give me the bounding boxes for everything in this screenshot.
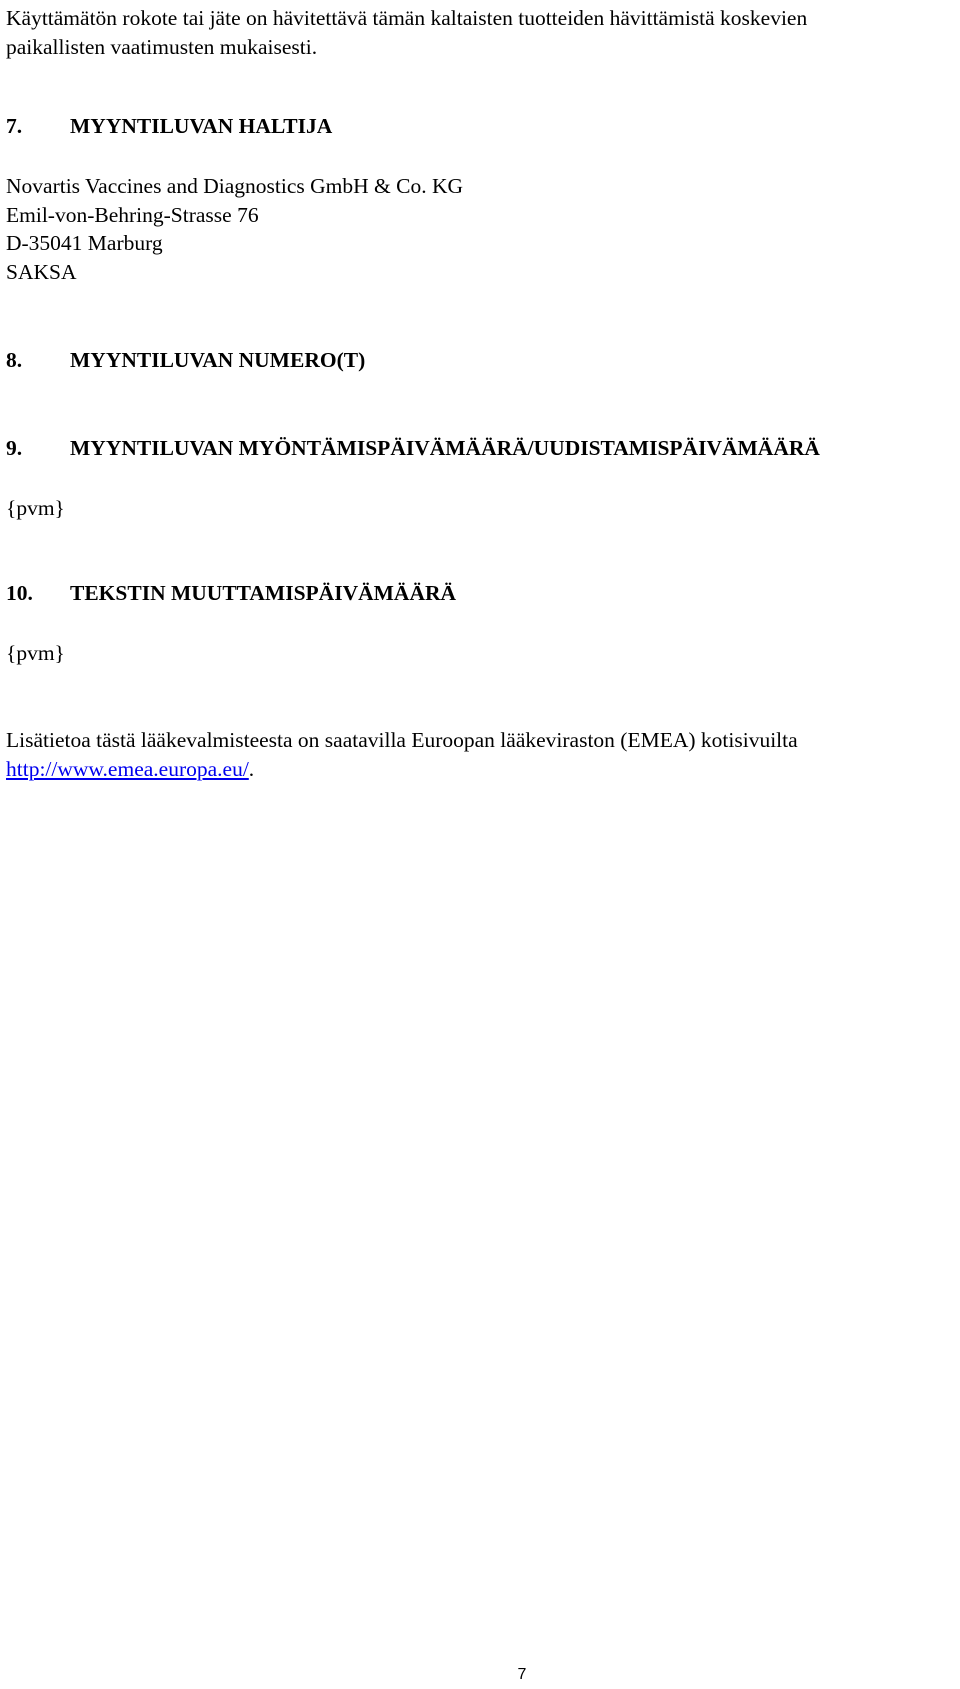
- section-7-number: 7.: [6, 114, 23, 138]
- revision-date-placeholder: {pvm}: [6, 641, 65, 665]
- more-information-paragraph: [6, 726, 798, 784]
- marketing-authorisation-holder-address: [6, 172, 463, 286]
- authorisation-date-placeholder: {pvm}: [6, 496, 65, 520]
- more-information-text: Lisätietoa tästä lääkevalmisteesta on saatavilla Euroopan lääkeviraston (EMEA) kotisivuilta: [6, 728, 798, 752]
- section-9-value: [6, 494, 65, 523]
- section-9-heading: [6, 434, 820, 463]
- disposal-paragraph: [6, 4, 807, 62]
- section-9-title: MYYNTILUVAN MYÖNTÄMISPÄIVÄMÄÄRÄ/UUDISTAMISPÄIVÄMÄÄRÄ: [70, 436, 820, 460]
- section-7-heading: [6, 112, 332, 141]
- section-10-number: 10.: [6, 581, 33, 605]
- holder-country: SAKSA: [6, 259, 77, 284]
- section-8-number: 8.: [6, 348, 23, 372]
- section-9-number: 9.: [6, 436, 23, 460]
- disposal-line-1: Käyttämätön rokote tai jäte on hävitettävä tämän kaltaisten tuotteiden hävittämistä koskevien: [6, 6, 808, 30]
- more-information-link-line: [6, 755, 798, 784]
- page-number: 7: [517, 1666, 527, 1683]
- section-8-heading: [6, 346, 365, 375]
- section-8-title: MYYNTILUVAN NUMERO(T): [70, 348, 366, 372]
- holder-company: Novartis Vaccines and Diagnostics GmbH & Co. KG: [6, 174, 464, 198]
- holder-street: Emil-von-Behring-Strasse 76: [6, 202, 259, 227]
- section-10-value: [6, 639, 65, 668]
- section-7-title: MYYNTILUVAN HALTIJA: [70, 114, 333, 138]
- emea-website-link[interactable]: http://www.emea.europa.eu/: [6, 757, 249, 781]
- section-10-title: TEKSTIN MUUTTAMISPÄIVÄMÄÄRÄ: [70, 581, 457, 605]
- holder-city: D-35041 Marburg: [6, 231, 163, 256]
- disposal-line-2: paikallisten vaatimusten mukaisesti.: [6, 35, 318, 59]
- link-trailing-period: .: [248, 757, 255, 781]
- section-10-heading: [6, 579, 456, 608]
